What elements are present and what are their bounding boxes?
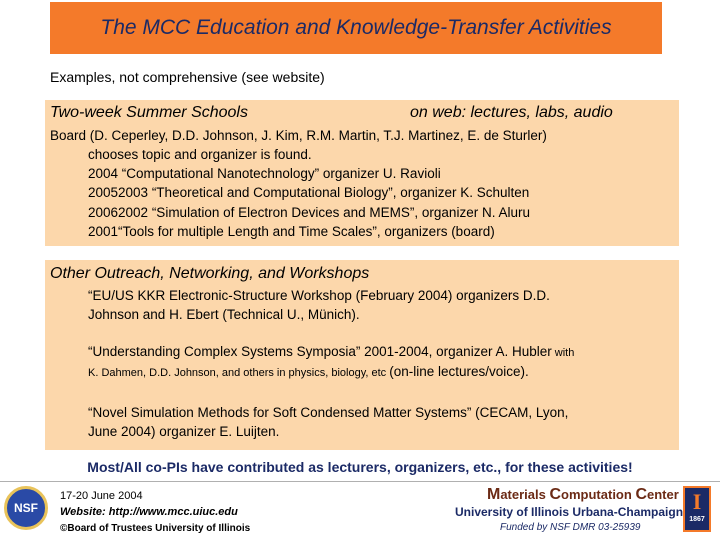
outreach-item-line: June 2004) organizer E. Luijten. (88, 424, 280, 439)
summer-schools-web-note: on web: lectures, labs, audio (410, 104, 613, 121)
illinois-logo-icon (683, 486, 711, 532)
summer-line: chooses topic and organizer is found. (88, 147, 312, 162)
mcc-initial: C (549, 486, 562, 503)
closing-statement: Most/All co-PIs have contributed as lecturers, organizers, etc., for these activities! (87, 459, 633, 475)
outreach-item-line: Johnson and H. Ebert (Technical U., Münich). (88, 307, 360, 322)
summer-line: 2004 “Computational Nanotechnology” organizer U. Ravioli (88, 166, 441, 181)
mcc-initial: C (635, 486, 647, 503)
footer-divider (0, 481, 720, 482)
footer-date: 17-20 June 2004 (60, 490, 143, 502)
outreach-item-line: “EU/US KKR Electronic-Structure Workshop (February 2004) organizers D.D. (88, 288, 550, 303)
funding-note: Funded by NSF DMR 03-25939 (500, 522, 641, 533)
outreach-item-small-text: K. Dahmen, D.D. Johnson, and others in physics, biology, etc (88, 367, 390, 379)
nsf-logo-text: NSF (14, 501, 38, 515)
outreach-item-line (88, 344, 574, 359)
outreach-item-small-text: with (551, 347, 575, 359)
outreach-item-line: “Novel Simulation Methods for Soft Condensed Matter Systems” (CECAM, Lyon, (88, 405, 569, 420)
illinois-logo-letter: I (692, 489, 702, 514)
outreach-heading: Other Outreach, Networking, and Workshops (50, 265, 370, 282)
summer-line: 20062002 “Simulation of Electron Devices and MEMS”, organizer N. Aluru (88, 205, 530, 220)
subtitle: Examples, not comprehensive (see website) (50, 69, 325, 85)
summer-board-line: Board (D. Ceperley, D.D. Johnson, J. Kim, R.M. Martin, T.J. Martinez, E. de Sturler) (50, 128, 547, 143)
summer-line: 2001“Tools for multiple Length and Time Scales”, organizers (board) (88, 224, 495, 239)
outreach-item-line (88, 364, 529, 379)
nsf-logo-icon (4, 486, 48, 530)
mcc-initial: M (487, 486, 501, 503)
university-name: University of Illinois Urbana-Champaign (455, 505, 684, 519)
page-title: The MCC Education and Knowledge-Transfer Activities (100, 16, 612, 39)
summer-schools-heading: Two-week Summer Schools (50, 104, 248, 121)
summer-line: 20052003 “Theoretical and Computational Biology”, organizer K. Schulten (88, 185, 530, 200)
footer-copyright: ©Board of Trustees University of Illinois (60, 523, 251, 534)
footer-website[interactable]: Website: http://www.mcc.uiuc.edu (60, 506, 238, 518)
mcc-title (487, 486, 679, 504)
outreach-item-text: “Understanding Complex Systems Symposia” 2001-2004, organizer A. Hubler (88, 344, 552, 359)
mcc-word: omputation (561, 487, 636, 502)
mcc-word: enter (647, 487, 679, 502)
mcc-word: aterials (500, 487, 550, 502)
outreach-item-text: (on-line lectures/voice). (389, 364, 529, 379)
illinois-logo-year: 1867 (689, 516, 705, 523)
title-banner (50, 2, 662, 54)
